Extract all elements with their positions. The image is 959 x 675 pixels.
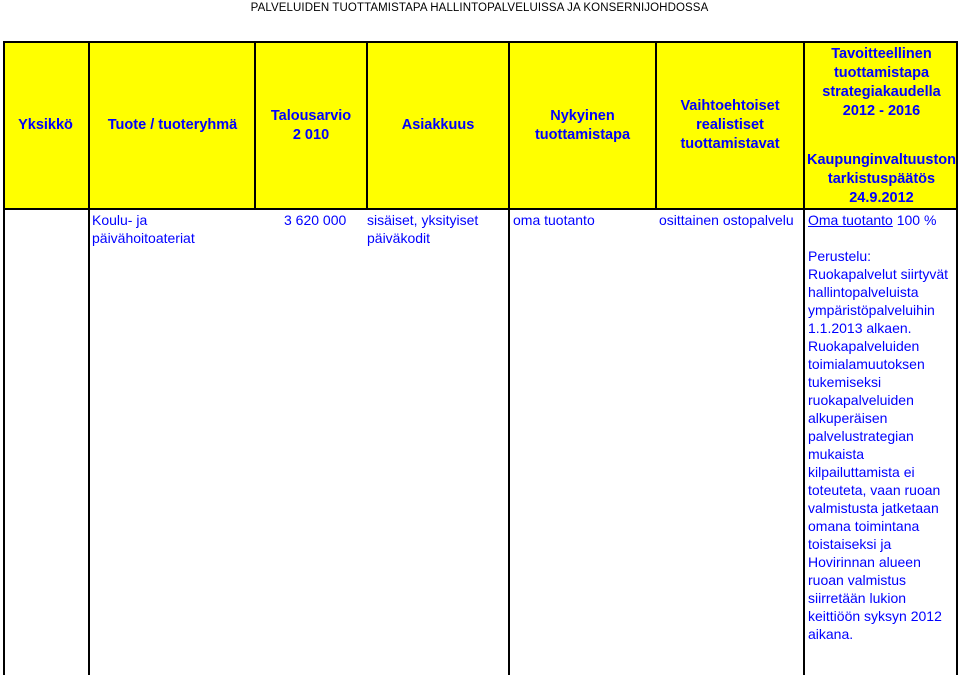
column-divider	[956, 43, 958, 675]
cell-talousarvio: 3 620 000	[284, 212, 347, 228]
perustelu-line: toteuteta, vaan ruoan	[808, 482, 941, 498]
perustelu-line: Hovirinnan alueen	[808, 554, 921, 570]
cell-tuote: Koulu- ja päivähoitoateriat	[92, 212, 195, 246]
column-divider	[655, 43, 657, 210]
cell-tavoite: Oma tuotanto 100 %	[808, 212, 937, 228]
perustelu-line: Ruokapalvelut siirtyvät	[808, 266, 949, 282]
perustelu-line: valmistusta jatketaan	[808, 500, 939, 516]
perustelu-line: toistaiseksi ja	[808, 536, 892, 552]
header-tarkistuspaatos: Kaupunginvaltuuston tarkistuspäätös 24.9.2012	[806, 152, 956, 206]
perustelu-line: 1.1.2013 alkaen.	[808, 320, 912, 336]
cell-asiakkuus: sisäiset, yksityiset päiväkodit	[367, 212, 479, 246]
perustelu-line: keittiöön syksyn 2012	[808, 608, 942, 624]
perustelu-line: kilpailuttamista ei	[808, 464, 915, 480]
column-divider	[803, 43, 805, 675]
header-nykyinen: Nykyinen tuottamistapa	[534, 107, 631, 143]
column-divider	[508, 43, 510, 675]
perustelu-line: mukaista	[808, 446, 865, 462]
page-title: PALVELUIDEN TUOTTAMISTAPA HALLINTOPALVELUISSA JA KONSERNIJOHDOSSA	[250, 2, 709, 14]
perustelu-line: ruoan valmistus	[808, 572, 907, 588]
perustelu-line: Ruokapalveluiden	[808, 338, 920, 354]
header-asiakkuus: Asiakkuus	[401, 117, 475, 133]
cell-vaihtoehtoiset: osittainen ostopalvelu	[659, 212, 794, 228]
cell-nykyinen: oma tuotanto	[513, 212, 595, 228]
header-talousarvio: Talousarvio 2 010	[270, 107, 352, 143]
perustelu-line: siirretään lukion	[808, 590, 907, 606]
perustelu-line: hallintopalveluista	[808, 284, 919, 300]
perustelu-line: aikana.	[808, 626, 854, 642]
perustelu-line: toimialamuutoksen	[808, 356, 925, 372]
table-header	[3, 43, 958, 210]
perustelu-line: alkuperäisen	[808, 410, 888, 426]
perustelu-line: ruokapalveluiden	[808, 392, 914, 408]
column-divider	[366, 43, 368, 210]
header-tavoitteellinen: Tavoitteellinen tuottamistapa strategiakaudella 2012 - 2016 Kaupunginvaltuuston tarkistuspäätös 24.9.2012	[806, 46, 956, 206]
header-tuote: Tuote / tuoteryhmä	[107, 117, 238, 133]
perustelu-line: palvelustrategian	[808, 428, 914, 444]
column-divider	[254, 43, 256, 210]
header-vaihtoehtoiset: Vaihtoehtoiset realistiset tuottamistavat	[680, 98, 780, 152]
column-divider	[3, 43, 5, 675]
header-yksikko: Yksikkö	[18, 117, 73, 133]
column-divider	[88, 43, 90, 675]
perustelu-line: Perustelu:	[808, 248, 872, 264]
cell-perustelu	[808, 247, 948, 643]
perustelu-line: omana toimintana	[808, 518, 920, 534]
production-method-table	[3, 41, 958, 673]
perustelu-line: tukemiseksi	[808, 374, 882, 390]
perustelu-line: ympäristöpalveluihin	[808, 302, 935, 318]
